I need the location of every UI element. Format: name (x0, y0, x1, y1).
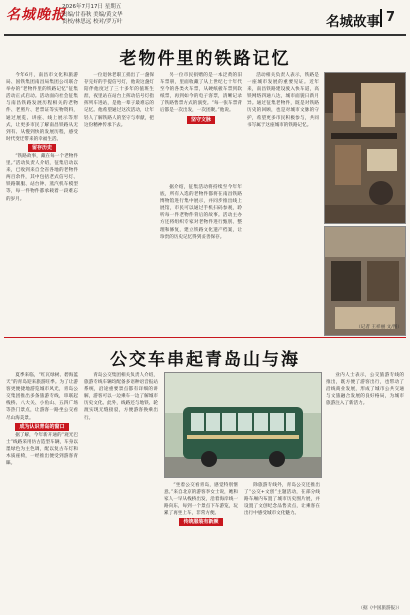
article1-paragraph: 一位退休老职工捐出了一盏保存完好的手提信号灯，他说这盏灯陪伴他度过了三十多年的值班生涯，夜里站在站台上挥动信号灯指挥列车进站，是他一辈子最难忘的记忆。他希望通过这次活动，让年轻人了解铁路人的坚守与奉献，把这份精神传承下去。 (84, 73, 154, 128)
photo-image (325, 73, 405, 223)
article2-paragraph: “坐着公交看青岛，感觉特别惬意。”来自北京的游客李女士说，她和家人一早从栈桥出发，沿着海岸线一路向东，每到一个景点下车游览，玩累了再坐上车，非常方便。 (164, 483, 238, 517)
photo-image (165, 373, 321, 477)
section-divider (4, 337, 406, 338)
article1-paragraph: 据介绍，征集活动将持续至今年年底，所有入选的老物件都将在南昌铁路博物馆进行集中展示，并同步推出线上展馆，市民可以通过手机扫码参观，聆听每一件老物件背后的故事。活动主办方还将组织专家对老物件进行甄别、整理和修复，建立铁路文化遗产档案，让珍贵的历史记忆得到妥善保存。 (160, 185, 242, 240)
article2-col2 (84, 372, 158, 612)
article2-byline: （据《中国旅游报》） (358, 606, 402, 611)
article2-col4 (244, 482, 320, 612)
editor-text: 责编/甘春秋 美编/黄文华 (62, 11, 123, 18)
article1-paragraph: 活动相关负责人表示，铁路是一座城市发展的重要见证。近年来，南昌铁路建设驶入快车道，高铁网络四通八达，城市面貌日新月异。通过征集老物件，既是对铁路历史的回顾，也是对城市文脉的守护，希望更多市民积极参与，共同书写属于这座城市的铁路记忆。 (247, 73, 319, 128)
article1-col3 (160, 72, 242, 182)
newspaper-logo: 名城晚报 (6, 7, 66, 23)
article1-paragraph: 今年6月，南昌市文化和旅游局、国铁集团南昌局集团公司联合举办的“老物件里的铁路记忆”征集活动正式启动。活动面向社会征集与南昌铁路发展历程相关的老物件、老照片、老票证等实物资料，通过展览、讲座、线上展示等形式，让更多市民了解南昌铁路从无到有、从慢到快的发展历程，感受时代变迁带来的幸福生活。 (6, 73, 78, 142)
article2-paragraph: 据了解，今年新开通的“观光巴士”线路采用仿古造型车辆，车身以墨绿色为主色调，配以复古车灯和木质座椅，一经推出便受到游客青睐。 (6, 432, 78, 467)
article1-col2 (84, 72, 154, 334)
photo-old-objects (324, 72, 406, 224)
article2-col1 (6, 372, 78, 612)
proofreader-text: 责校/林思远 校对/罗万叶 (62, 19, 123, 25)
article1-paragraph: “铁路故事，藏在每一个老物件里。”活动负责人介绍，征集启动以来，已收到来自全省各地的老物件两百余件，其中包括老式信号灯、铁路制服、站台钟、蒸汽机车模型等，每一件物件都承载着一段难忘的岁月。 (6, 153, 78, 202)
page-number: 7 (380, 9, 404, 27)
photo-image (325, 227, 405, 335)
article2-paragraph: 除旅游专线外，青岛公交还推出了“公交+文创”主题活动，在部分线路车厢内布置了城市历史图片展，并设置了文创纪念品售卖点，让乘客在出行中感受城市文化魅力。 (244, 483, 320, 517)
article2-col5 (326, 372, 404, 604)
dateline (62, 4, 122, 27)
article2-paragraph: 夏季来临，“红瓦绿树、碧海蓝天”的青岛迎来旅游旺季。为了让游客更便捷地游览城市风光，青岛公交集团推出多条旅游专线，串联起栈桥、八大关、小鱼山、五四广场等热门景点，让游客一路坐公交看尽山海美景。 (6, 373, 78, 421)
article2-subhead-2: 传统服装有新颜 (179, 518, 222, 526)
article2-paragraph: 青岛公交集团相关负责人介绍，旅游专线车辆均配备多语种语音报站系统，沿途重要景点都有详细的讲解，游客可以一边乘车一边了解城市历史文化。此外，线路还与地铁、轮渡实现无缝接驳，方便游客换乘出行。 (84, 373, 158, 421)
photo-tourist-bus (164, 372, 322, 478)
date-text: 2026年7月17日 星期五 (62, 4, 122, 10)
photo-exhibition (324, 226, 406, 336)
article1-col1 (6, 72, 78, 334)
article1-subhead-2: 坚守文脉 (187, 116, 215, 124)
article1-subhead-1: 留存历史 (28, 144, 56, 152)
article1-headline: 老物件里的铁路记忆 (119, 49, 291, 69)
section-title: 名城故事 (326, 14, 380, 30)
article1-col4 (247, 72, 319, 334)
article2-paragraph: 业内人士表示，公交旅游专线的推出，既方便了游客出行，也带动了沿线商业发展，形成了城市公共交通与文旅融合发展的良好格局，为城市旅游注入了新活力。 (326, 373, 404, 407)
article1-paragraph: 另一位市民捐赠的是一本泛黄的旧车票册，里面收藏了从上世纪七十年代至今的各类火车票，从硬纸板车票到软纸票，再到如今的电子客票，清晰记录了铁路售票方式的演变。“每一张车票背后都是一次出发，一次团聚。”他说。 (160, 73, 242, 114)
header-rule (4, 34, 406, 36)
article2-subhead-1: 成为认识青岛的窗口 (15, 423, 68, 431)
article2-col3 (164, 482, 238, 612)
masthead (0, 0, 410, 40)
article2-headline: 公交车串起青岛山与海 (110, 350, 300, 370)
article1-byline: （记者 王祥丽 文/图） (356, 325, 402, 330)
article1-col3b (160, 184, 242, 334)
